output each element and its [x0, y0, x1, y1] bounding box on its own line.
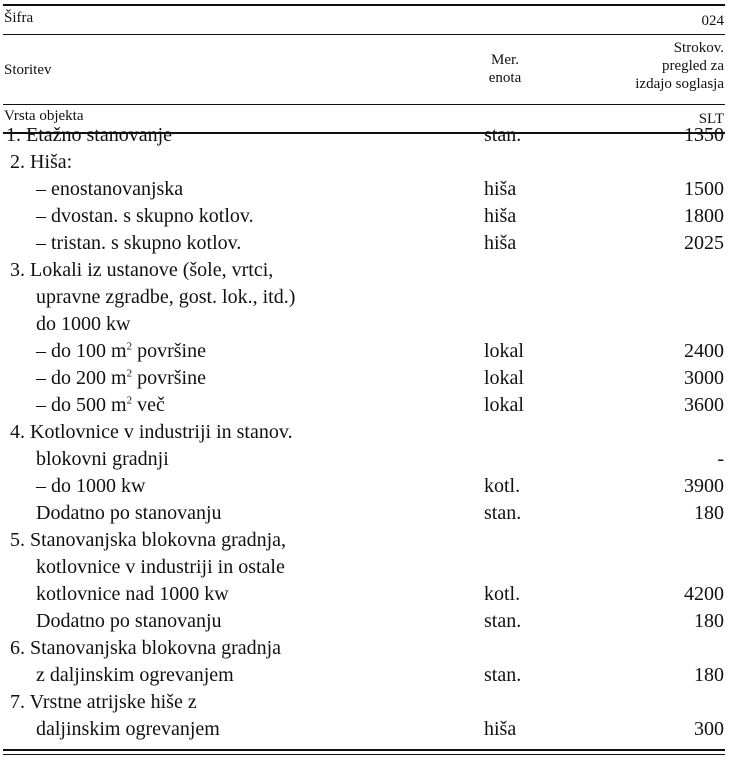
- row-unit: hiša: [484, 232, 517, 254]
- row-label: – dvostan. s skupno kotlov.: [36, 205, 254, 227]
- row-label: [36, 368, 206, 388]
- row-value: 3600: [684, 394, 724, 416]
- unit-label-line1: Mer.: [491, 52, 519, 68]
- row-label: [36, 395, 165, 415]
- row-label: 6. Stanovanjska blokovna gradnja: [10, 637, 282, 659]
- row-label: blokovni gradnji: [36, 448, 169, 470]
- row-value: 3900: [684, 475, 724, 497]
- row-unit: kotl.: [484, 475, 521, 497]
- row-unit: lokal: [484, 340, 524, 362]
- row-unit: hiša: [484, 718, 517, 740]
- row-value: 1800: [684, 205, 724, 227]
- row-label: kotlovnice v industriji in ostale: [36, 556, 285, 578]
- code-value: 024: [701, 13, 724, 29]
- review-line2: pregled za: [661, 58, 724, 74]
- row-value: 2025: [684, 232, 724, 254]
- service-label: Storitev: [4, 62, 52, 78]
- row-label: – enostanovanjska: [36, 178, 184, 200]
- row-unit: hiša: [484, 205, 517, 227]
- row-unit: lokal: [484, 367, 524, 389]
- row-label-suffix: več: [132, 394, 165, 416]
- row-label: do 1000 kw: [36, 313, 131, 335]
- row-value: 4200: [684, 583, 724, 605]
- row-value: 1500: [684, 178, 724, 200]
- row-unit: stan.: [484, 664, 522, 686]
- row-label: daljinskim ogrevanjem: [36, 718, 220, 740]
- review-line3: izdajo soglasja: [635, 76, 724, 92]
- bottom-rule-1: [3, 749, 725, 751]
- bottom-rule-2: [3, 754, 725, 755]
- object-type-label: Vrsta objekta: [4, 108, 84, 124]
- review-line1: Strokov.: [673, 40, 724, 56]
- row-label: 7. Vrstne atrijske hiše z: [10, 691, 197, 713]
- row-value: 180: [694, 610, 724, 632]
- unit-label-line2: enota: [488, 70, 522, 86]
- row-label-superscript: 2: [126, 394, 133, 407]
- row-label: kotlovnice nad 1000 kw: [36, 583, 229, 605]
- row-unit: hiša: [484, 178, 517, 200]
- row-label: 1. Etažno stanovanje: [6, 124, 173, 146]
- row-label: 3. Lokali iz ustanove (šole, vrtci,: [10, 259, 274, 281]
- row-label-main: – do 200 m: [36, 367, 127, 389]
- row-label-superscript: 2: [126, 340, 133, 353]
- header-rule-1: [3, 34, 725, 35]
- row-label: 2. Hiša:: [10, 151, 73, 173]
- top-rule: [3, 4, 725, 6]
- row-label-main: – do 500 m: [36, 394, 127, 416]
- row-label: 5. Stanovanjska blokovna gradnja,: [10, 529, 287, 551]
- code-label: Šifra: [4, 10, 34, 26]
- row-unit: stan.: [484, 610, 522, 632]
- row-value: 1350: [684, 124, 724, 146]
- row-label: Dodatno po stanovanju: [36, 502, 222, 524]
- row-label: – tristan. s skupno kotlov.: [36, 232, 242, 254]
- row-label: z daljinskim ogrevanjem: [36, 664, 234, 686]
- row-label: 4. Kotlovnice v industriji in stanov.: [10, 421, 293, 443]
- row-unit: stan.: [484, 502, 522, 524]
- header-rule-2: [3, 104, 725, 105]
- row-value: -: [717, 448, 724, 470]
- row-label-suffix: površine: [132, 340, 206, 362]
- row-label-main: – do 100 m: [36, 340, 127, 362]
- row-value: 3000: [684, 367, 724, 389]
- row-label: – do 1000 kw: [36, 475, 146, 497]
- currency-label: SLT: [698, 111, 724, 127]
- row-value: 2400: [684, 340, 724, 362]
- row-label-suffix: površine: [132, 367, 206, 389]
- row-value: 180: [694, 502, 724, 524]
- row-label: upravne zgradbe, gost. lok., itd.): [36, 286, 296, 308]
- row-label: Dodatno po stanovanju: [36, 610, 222, 632]
- row-label: [36, 341, 206, 361]
- row-label-superscript: 2: [126, 367, 133, 380]
- row-value: 180: [694, 664, 724, 686]
- row-unit: kotl.: [484, 583, 521, 605]
- row-value: 300: [694, 718, 724, 740]
- row-unit: stan.: [484, 124, 522, 146]
- row-unit: lokal: [484, 394, 524, 416]
